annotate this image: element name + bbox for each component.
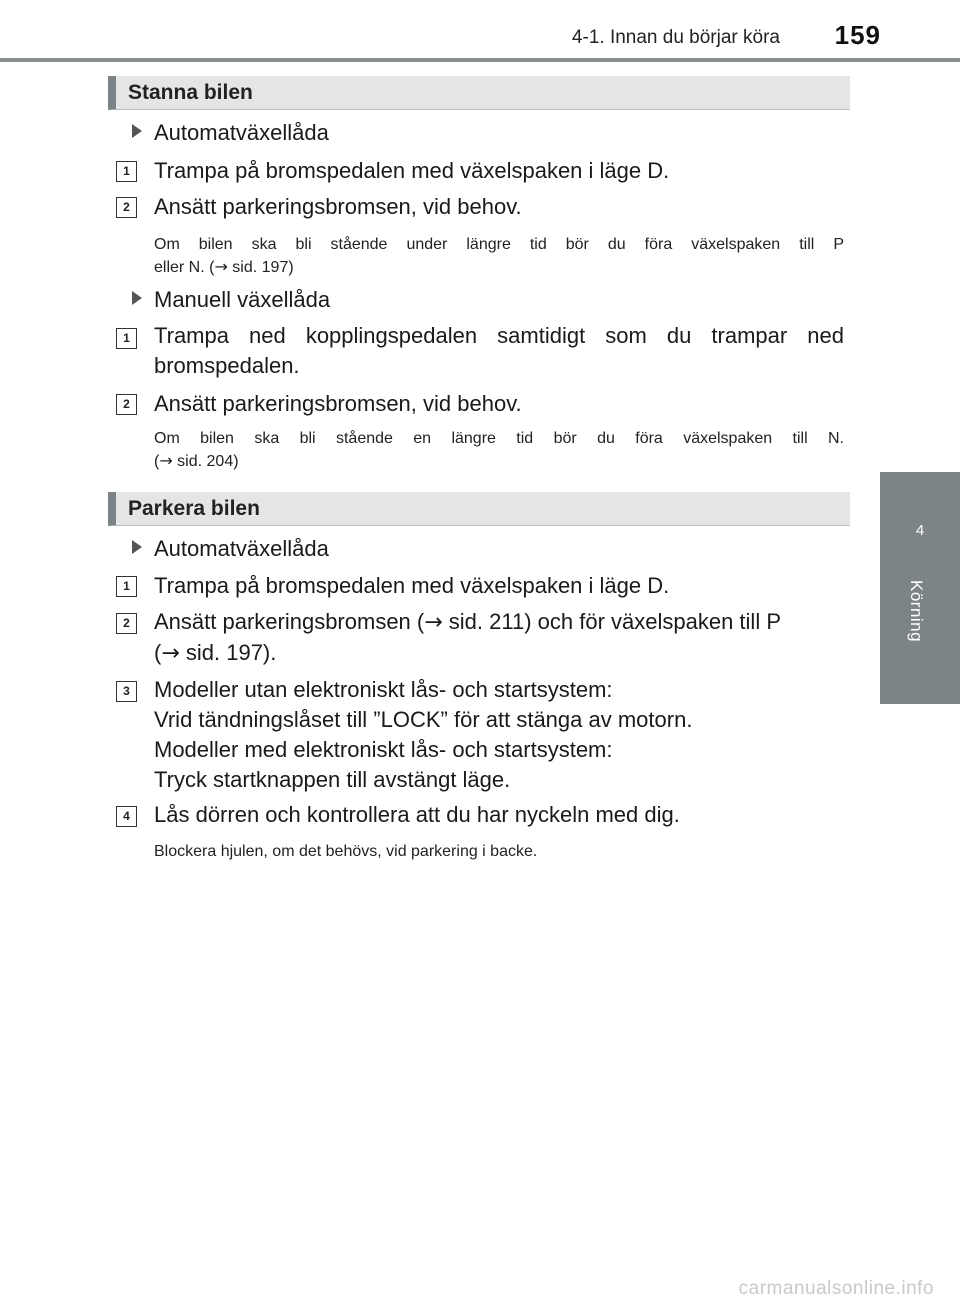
step-text-line: Tryck startknappen till avstängt läge.	[154, 767, 511, 792]
watermark: carmanualsonline.info	[738, 1278, 934, 1299]
step-text-line: Vrid tändningslåset till ”LOCK” för att stänga av motorn.	[154, 707, 693, 732]
chapter-label: Körning	[907, 580, 926, 643]
arrow-right-icon: →	[159, 451, 173, 470]
triangle-bullet-icon	[132, 291, 142, 305]
header-rule	[0, 58, 960, 62]
step-number: 1	[116, 328, 137, 349]
section-heading-text: Parkera bilen	[128, 497, 260, 520]
note-automatic-stop	[154, 234, 844, 279]
step-number: 3	[116, 681, 137, 702]
subhead-automatic-park	[132, 536, 329, 562]
step-text-line: Modeller utan elektroniskt lås- och startsystem:	[154, 677, 613, 702]
subhead-automatic-stop	[132, 120, 329, 146]
header-section-title: 4-1. Innan du börjar köra	[571, 27, 780, 48]
note-line	[154, 450, 844, 473]
arrow-right-icon: →	[161, 641, 180, 666]
subhead-manual-stop	[132, 287, 330, 313]
triangle-bullet-icon	[132, 124, 142, 138]
step-text: Ansätt parkeringsbromsen, vid behov.	[154, 194, 522, 219]
note-line: Om bilen ska bli stående under längre tid bör du föra växelspaken till P	[154, 236, 844, 253]
page-reference-link[interactable]: sid. 211) och för växelspaken till P	[442, 609, 781, 634]
arrow-right-icon: →	[424, 610, 443, 635]
step-text-line	[154, 607, 844, 638]
step-number: 1	[116, 161, 137, 182]
subhead-text: Automatväxellåda	[154, 536, 329, 561]
chapter-tab	[880, 472, 960, 704]
step-text-line	[154, 638, 844, 669]
step-number: 2	[116, 197, 137, 218]
section-heading-park	[108, 492, 850, 526]
page-reference-link[interactable]: sid. 197).	[179, 640, 277, 665]
step-number: 4	[116, 806, 137, 827]
step-number: 2	[116, 613, 137, 634]
note-line: Om bilen ska bli stående en längre tid bör du föra växelspaken till N.	[154, 430, 844, 447]
arrow-right-icon: →	[214, 257, 228, 276]
section-heading-stop	[108, 76, 850, 110]
step-text	[154, 607, 844, 669]
note-park: Blockera hjulen, om det behövs, vid parkering i backe.	[154, 843, 538, 860]
step-text	[154, 675, 844, 795]
page-reference-link[interactable]: sid. 204)	[172, 453, 239, 470]
note-text: (	[154, 453, 160, 470]
page-number: 159	[834, 20, 881, 50]
step-text: Trampa på bromspedalen med växelspaken i läge D.	[154, 573, 670, 598]
step-text-line: bromspedalen.	[154, 353, 300, 378]
step-text-line: Trampa ned kopplingspedalen samtidigt som du trampar ned	[154, 323, 844, 348]
note-line	[154, 256, 844, 279]
note-manual-stop	[154, 428, 844, 473]
step-text: Trampa på bromspedalen med växelspaken i läge D.	[154, 158, 670, 183]
step-text-part: Ansätt parkeringsbromsen (	[154, 609, 425, 634]
step-text: Ansätt parkeringsbromsen, vid behov.	[154, 391, 522, 416]
step-number: 2	[116, 394, 137, 415]
chapter-number: 4	[915, 522, 925, 539]
step-text	[154, 321, 844, 381]
note-text: eller N. (	[154, 259, 215, 276]
step-text-line: Modeller med elektroniskt lås- och startsystem:	[154, 737, 613, 762]
subhead-text: Manuell växellåda	[154, 287, 331, 312]
step-number: 1	[116, 576, 137, 597]
step-text: Lås dörren och kontrollera att du har nyckeln med dig.	[154, 802, 680, 827]
page-reference-link[interactable]: sid. 197)	[227, 259, 294, 276]
triangle-bullet-icon	[132, 540, 142, 554]
step-text-part: (	[154, 640, 162, 665]
section-heading-text: Stanna bilen	[128, 81, 253, 104]
subhead-text: Automatväxellåda	[154, 120, 329, 145]
